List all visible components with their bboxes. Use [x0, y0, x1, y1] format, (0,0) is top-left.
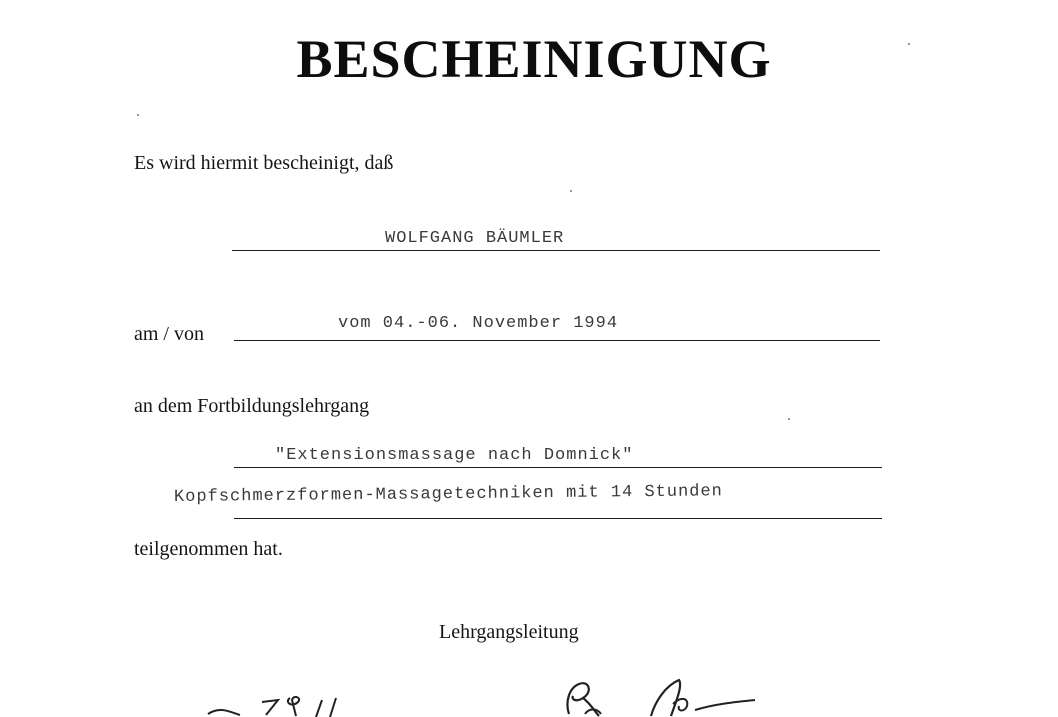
date-label: am / von: [134, 323, 204, 345]
closing-text: teilgenommen hat.: [134, 538, 283, 560]
recipient-name: WOLFGANG BÄUMLER: [385, 229, 565, 248]
signature-label: Lehrgangsleitung: [439, 621, 579, 643]
left-signature: [200, 688, 370, 717]
course-title: "Extensionsmassage nach Domnick": [275, 446, 634, 465]
course-label: an dem Fortbildungslehrgang: [134, 395, 370, 417]
scan-speck: [788, 418, 790, 420]
scan-speck: [570, 190, 572, 192]
course-title-rule: [234, 467, 882, 468]
course-detail: Kopfschmerzformen-Massagetechniken mit 14 Stunden: [173, 482, 723, 507]
course-detail-rule: [234, 518, 882, 519]
certificate-title: BESCHEINIGUNG: [296, 29, 772, 89]
scan-speck: [137, 114, 139, 116]
date-value: vom 04.-06. November 1994: [338, 314, 619, 333]
scan-speck: [908, 43, 910, 45]
right-signature: [555, 674, 765, 717]
date-rule: [234, 340, 880, 341]
name-rule: [232, 250, 880, 251]
intro-text: Es wird hiermit bescheinigt, daß: [134, 152, 394, 174]
